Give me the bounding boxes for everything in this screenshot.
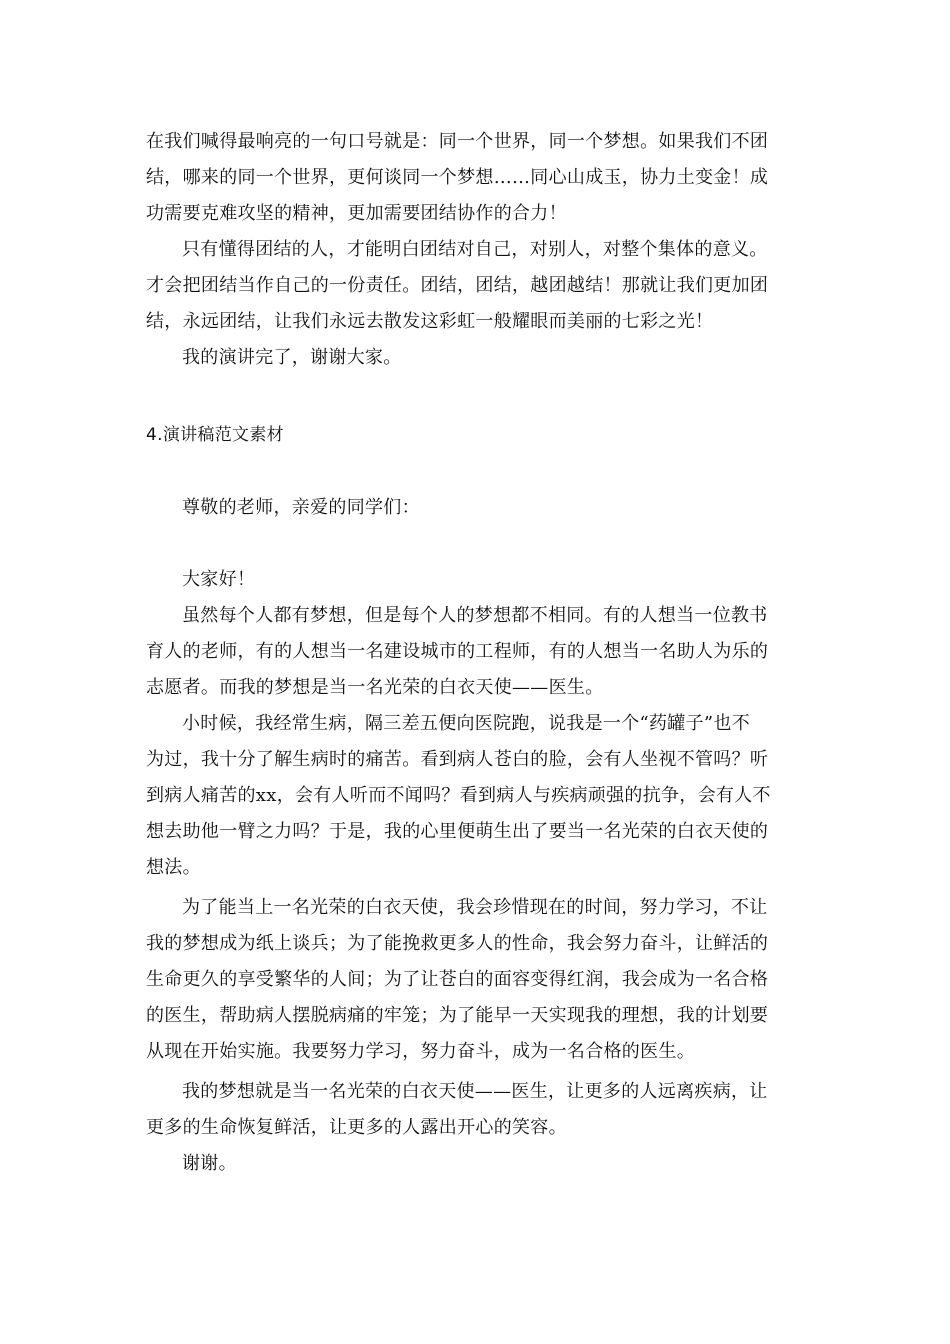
- text-line: 虽然每个人都有梦想，但是每个人的梦想都不相同。有的人想当一位教书: [182, 605, 768, 626]
- text-line: 的医生，帮助病人摆脱病痛的牢笼；为了能早一天实现我的理想，我的计划要: [146, 1005, 769, 1026]
- text-line: 为过，我十分了解生病时的痛苦。看到病人苍白的脸，会有人坐视不管吗？听: [146, 749, 769, 770]
- text-line: 想法。: [146, 857, 201, 878]
- text-line: 在我们喊得最响亮的一句口号就是：同一个世界，同一个梦想。如果我们不团: [146, 131, 769, 152]
- text-line: 我的演讲完了，谢谢大家。: [182, 347, 402, 368]
- text-line: 想去助他一臂之力吗？于是，我的心里便萌生出了要当一名光荣的白衣天使的: [146, 821, 769, 842]
- closing: 谢谢。: [182, 1153, 237, 1174]
- text-line: 小时候，我经常生病，隔三差五便向医院跑，说我是一个“药罐子”也不: [182, 713, 751, 734]
- text-line: 结，永远团结，让我们永远去散发这彩虹一般耀眼而美丽的七彩之光！: [146, 311, 714, 332]
- text-line: 生命更久的享受繁华的人间；为了让苍白的面容变得红润，我会成为一名合格: [146, 969, 769, 990]
- text-line: 更多的生命恢复鲜活，让更多的人露出开心的笑容。: [146, 1117, 567, 1138]
- greeting: 大家好！: [182, 569, 256, 590]
- text-line: 我的梦想成为纸上谈兵；为了能挽救更多人的性命，我会努力奋斗，让鲜活的: [146, 933, 769, 954]
- text-line: 结，哪来的同一个世界，更何谈同一个梦想……同心山成玉，协力土变金！成: [146, 167, 769, 188]
- section-heading: 4.演讲稿范文素材: [146, 425, 284, 445]
- text-line: 功需要克难攻坚的精神，更加需要团结协作的合力！: [146, 203, 567, 224]
- text-line: 到病人痛苦的xx，会有人听而不闻吗？看到病人与疾病顽强的抗争，会有人不: [146, 785, 771, 806]
- salutation: 尊敬的老师，亲爱的同学们：: [182, 497, 420, 518]
- text-line: 志愿者。而我的梦想是当一名光荣的白衣天使——医生。: [146, 677, 604, 698]
- text-line: 我的梦想就是当一名光荣的白衣天使——医生，让更多的人远离疾病，让: [182, 1081, 768, 1102]
- text-line: 从现在开始实施。我要努力学习，努力奋斗，成为一名合格的医生。: [146, 1041, 695, 1062]
- text-line: 育人的老师，有的人想当一名建设城市的工程师，有的人想当一名助人为乐的: [146, 641, 769, 662]
- text-line: 才会把团结当作自己的一份责任。团结，团结，越团越结！那就让我们更加团: [146, 275, 769, 296]
- text-line: 只有懂得团结的人，才能明白团结对自己，对别人，对整个集体的意义。: [182, 239, 768, 260]
- text-line: 为了能当上一名光荣的白衣天使，我会珍惜现在的时间，努力学习，不让: [182, 897, 768, 918]
